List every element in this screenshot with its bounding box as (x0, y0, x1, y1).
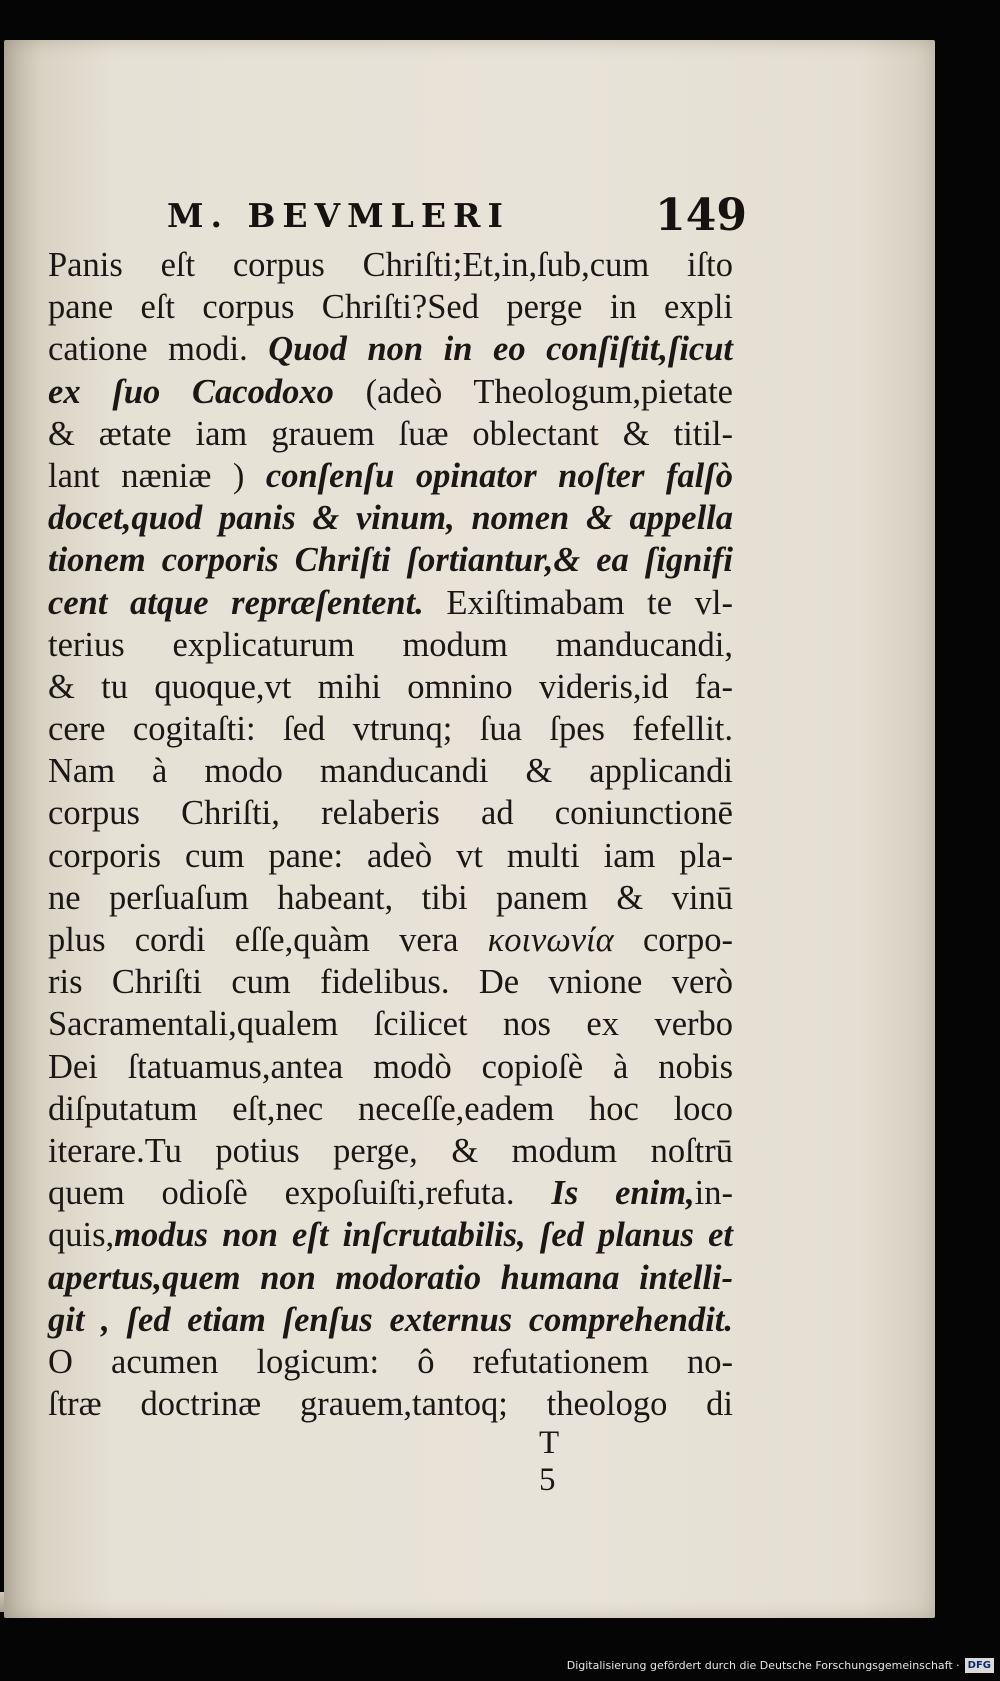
text-segment: ne perſuaſum habeant, tibi panem & vinū (48, 878, 733, 917)
text-line (48, 1172, 733, 1214)
text-line (48, 792, 733, 834)
page-number: 149 (655, 190, 747, 241)
page-header (167, 190, 747, 246)
text-segment: Nam à modo manducandi & applicandi (48, 752, 733, 791)
text-segment: plus cordi eſſe,quàm vera (48, 921, 488, 959)
text-segment: quis, (48, 1216, 115, 1255)
text-segment: iterare.Tu potius perge, & modum noſtrū (48, 1131, 733, 1170)
text-line (48, 961, 733, 1003)
text-segment: (adeò Theologum,pietate (333, 372, 733, 411)
text-segment: lant næniæ ) (48, 456, 266, 495)
dfg-logo: DFG (965, 1658, 994, 1673)
text-segment: corporis cum pane: adeò vt multi iam pla- (48, 836, 733, 875)
text-segment: cere cogitaſti: ſed vtrunq; ſua ſpes fefellit. (48, 710, 733, 749)
text-segment: & tu quoque,vt mihi omnino videris,id fa- (48, 667, 733, 706)
text-segment: corpus Chriſti, relaberis ad coniunctionē (48, 794, 733, 833)
text-line (48, 413, 733, 455)
text-line (48, 1257, 733, 1299)
italic-segment: apertus,quem non modoratio humana intelli- (48, 1258, 733, 1297)
text-line (48, 244, 733, 286)
text-segment: pane eſt corpus Chriſti?Sed perge in expli (48, 288, 733, 327)
text-segment: & ætate iam grauem ſuæ oblectant & titil- (48, 414, 733, 453)
text-line (48, 1088, 733, 1130)
text-line (48, 1341, 733, 1383)
text-segment: corpo- (613, 921, 733, 959)
italic-segment: conſenſu opinator noſter falſò (265, 456, 733, 495)
text-segment: quem odioſè expoſuiſti,refuta. (48, 1174, 552, 1213)
text-line (48, 1383, 733, 1425)
text-segment: terius explicaturum modum manducandi, (48, 625, 733, 664)
text-line (48, 750, 733, 792)
digitization-credit (567, 1655, 994, 1675)
text-line (48, 666, 733, 708)
text-segment: ris Chriſti cum fidelibus. De vnione verò (48, 963, 733, 1002)
italic-segment: modus non eſt inſcrutabilis, ſed planus et (114, 1216, 733, 1255)
italic-segment: cent atque repræſentent. (48, 583, 424, 622)
text-segment: Panis eſt corpus Chriſti;Et,in,ſub,cum iſto (48, 246, 733, 284)
text-line (48, 539, 733, 581)
text-line (48, 371, 733, 413)
text-line (48, 1130, 733, 1172)
text-segment: catione modi. (48, 330, 269, 369)
credit-text: Digitalisierung gefördert durch die Deutsche Forschungsgemeinschaft · (566, 1658, 960, 1672)
text-line (48, 919, 733, 961)
text-line (48, 582, 733, 624)
italic-segment: tionem corporis Chriſti ſortiantur,& ea ſignifi (48, 541, 733, 580)
italic-segment: Is enim, (551, 1174, 695, 1213)
italic-segment: ex ſuo Cacodoxo (48, 372, 334, 411)
text-segment: Sacramentali,qualem ſcilicet nos ex verbo (48, 1005, 733, 1044)
text-line (48, 1214, 733, 1256)
text-line (48, 624, 733, 666)
signature-mark: T 5 (539, 1425, 589, 1498)
text-line (48, 1299, 733, 1341)
italic-segment: git , ſed etiam ſenſus externus comprehendit. (48, 1300, 733, 1339)
text-line (48, 328, 733, 370)
paper-leaf (4, 40, 935, 1618)
text-segment: diſputatum eſt,nec neceſſe,eadem hoc loco (48, 1089, 733, 1128)
body-text (48, 244, 733, 1425)
text-segment: in- (694, 1174, 733, 1213)
text-segment: ſtræ doctrinæ grauem,tantoq; theologo di (48, 1385, 733, 1424)
text-line (48, 497, 733, 539)
running-head: M. BEVMLERI (167, 196, 510, 235)
text-segment: O acumen logicum: ô refutationem no- (48, 1342, 733, 1381)
text-line (48, 1046, 733, 1088)
text-line (48, 835, 733, 877)
text-line (48, 455, 733, 497)
italic-segment: Quod non in eo conſiſtit,ſicut (268, 330, 733, 369)
text-line (48, 286, 733, 328)
text-line (48, 1003, 733, 1045)
text-line (48, 708, 733, 750)
text-segment: Dei ſtatuamus,antea modò copioſè à nobis (48, 1047, 733, 1086)
italic-segment: docet,quod panis & vinum, nomen & appella (48, 499, 733, 538)
greek-word: κοινωνία (487, 921, 614, 959)
text-line (48, 877, 733, 919)
text-segment: Exiſtimabam te vl- (423, 583, 733, 622)
